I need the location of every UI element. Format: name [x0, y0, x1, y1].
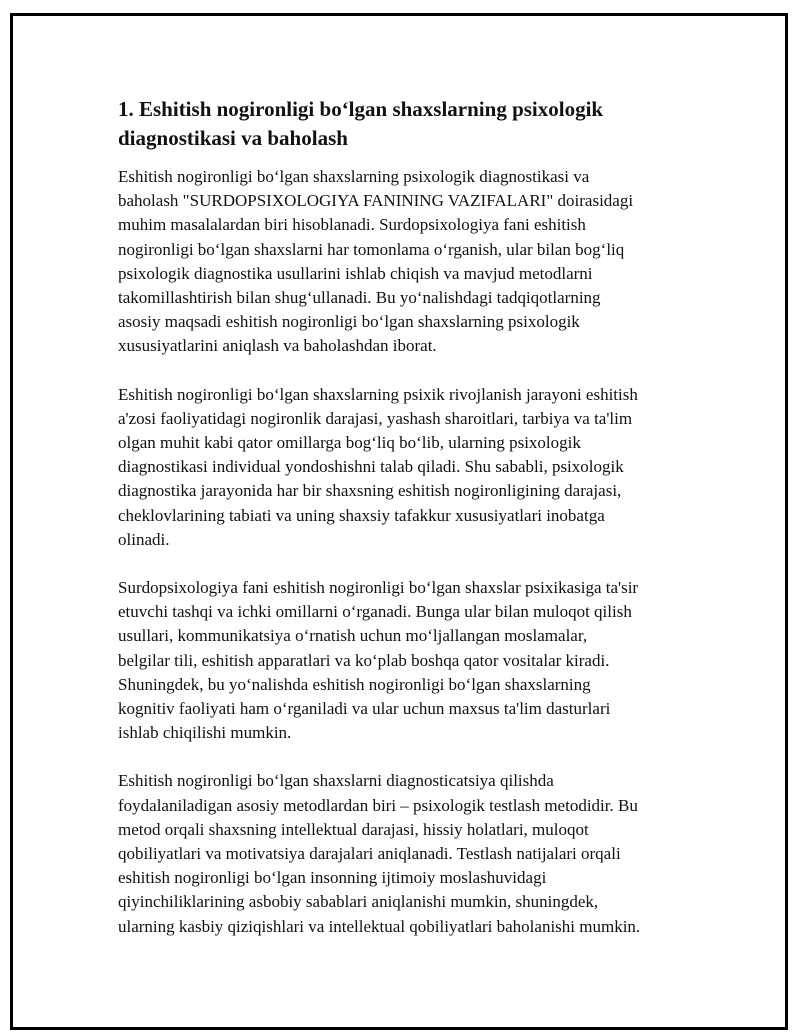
paragraph-3: Surdopsixologiya fani eshitish nogironligi bo‘lgan shaxslar psixikasiga ta'sir etuvchi tashqi va ichki omillarni o‘rganadi. Bunga ular bilan muloqot qilish usullari, kommunikatsiya o‘rnatish uchun mo‘ljallangan moslamalar, belgilar tili, eshitish apparatlari va ko‘plab boshqa qator vositalar kiradi. Shuningdek, bu yo‘nalishda eshitish nogironligi bo‘lgan shaxslarning kognitiv faoliyati ham o‘rganiladi va ular uchun maxsus ta'lim dasturlari ishlab chiqilishi mumkin. — [118, 578, 639, 743]
paragraph-4: Eshitish nogironligi bo‘lgan shaxslarni diagnosticatsiya qilishda foydalaniladigan asosiy metodlardan biri – psixologik testlash metodidir. Bu metod orqali shaxsning intellektual darajasi, hissiy holatlari, muloqot qobiliyatlari va motivatsiya darajalari aniqlanadi. Testlash natijalari orqali eshitish nogironligi bo‘lgan insonning ijtimoiy moslashuvidagi qiyinchiliklarining asbobiy sabablari aniqlanishi mumkin, shuningdek, ularning kasbiy qiziqishlari va intellektual qobiliyatlari baholanishi mumkin. — [118, 771, 641, 936]
document-page — [10, 13, 788, 1030]
document-body — [118, 95, 693, 963]
paragraph-2: Eshitish nogironligi bo‘lgan shaxslarning psixik rivojlanish jarayoni eshitish a'zosi faoliyatidagi nogironlik darajasi, yashash sharoitlari, tarbiya va ta'lim olgan muhit kabi qator omillarga bog‘liq bo‘lib, ularning psixologik diagnostikasi individual yondoshishni talab qiladi. Shu sababli, psixologik diagnostika jarayonida har bir shaxsning eshitish nogironligining darajasi, cheklovlarining tabiati va uning shaxsiy tafakkur xususiyatlari inobatga olinadi. — [118, 384, 638, 549]
section-heading: 1. Eshitish nogironligi bo‘lgan shaxslarning psixologik diagnostikasi va baholash — [118, 97, 604, 150]
paragraph-1: Eshitish nogironligi bo‘lgan shaxslarning psixologik diagnostikasi va baholash "SURDOPSIXOLOGIYA FANINING VAZIFALARI" doirasidagi muhim masalalardan biri hisoblanadi. Surdopsixologiya fani eshitish nogironligi bo‘lgan shaxslarni har tomonlama o‘rganish, ular bilan bog‘liq psixologik diagnostika usullarini ishlab chiqish va mavjud metodlarni takomillashtirish bilan shug‘ullanadi. Bu yo‘nalishdagi tadqiqotlarning asosiy maqsadi eshitish nogironligi bo‘lgan shaxslarning psixologik xususiyatlarini aniqlash va baholashdan iborat. — [118, 167, 634, 356]
